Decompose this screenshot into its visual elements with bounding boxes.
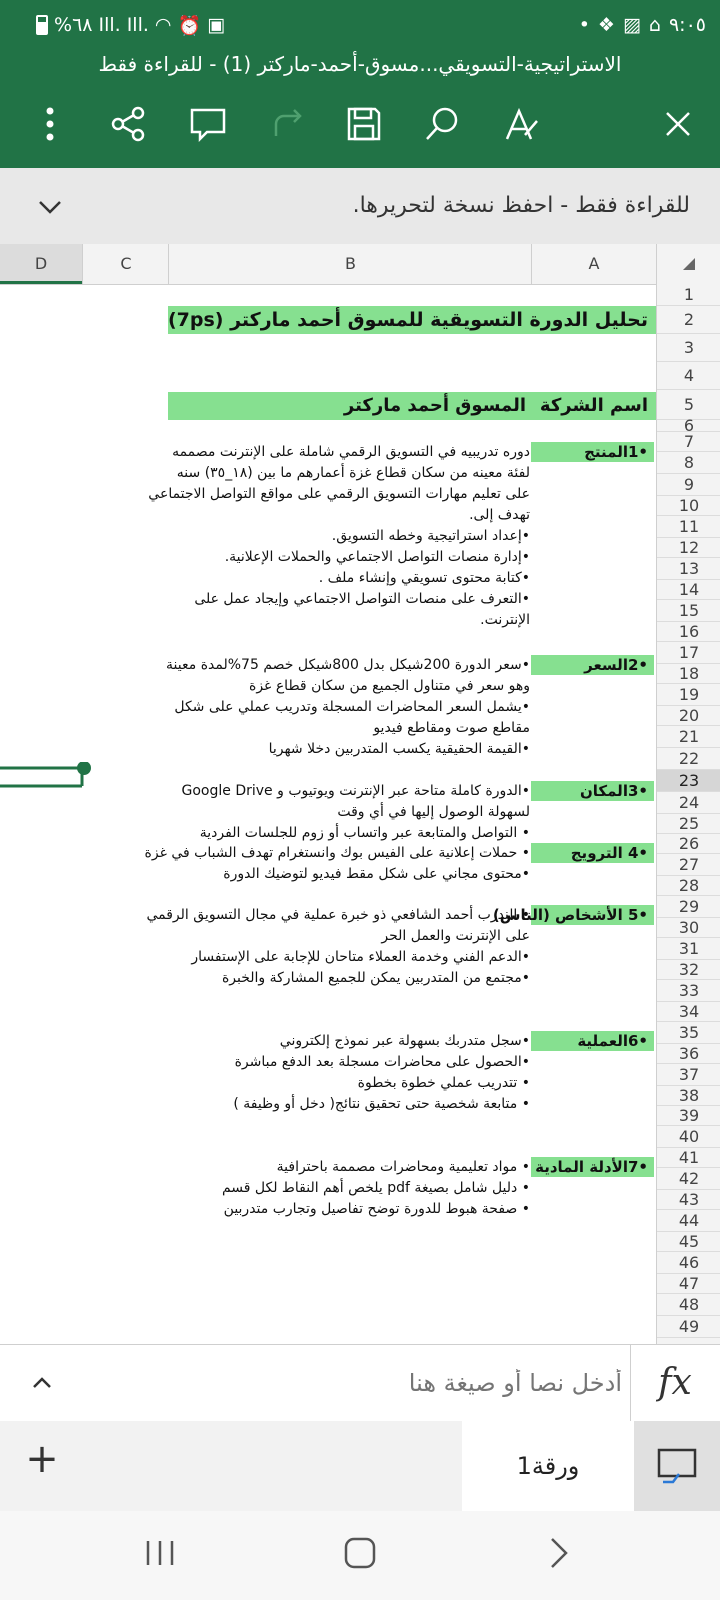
formula-bar	[0, 1344, 720, 1422]
row-number[interactable]: 4	[657, 362, 720, 390]
description-line: وهو سعر في متناول الجميع من سكان قطاع غزة	[249, 678, 530, 694]
row-number[interactable]: 16	[657, 622, 720, 642]
row-number[interactable]: 28	[657, 876, 720, 896]
system-nav-bar	[0, 1511, 720, 1600]
row-number[interactable]: 49	[657, 1316, 720, 1338]
description-line: • التواصل والمتابعة عبر واتساب أو زوم للجلسات الفردية	[199, 825, 530, 841]
sheet-grid[interactable]	[0, 284, 656, 1344]
column-header-a[interactable]: A	[531, 244, 656, 284]
read-only-banner	[0, 168, 720, 245]
row-number[interactable]: 18	[657, 664, 720, 684]
row-number[interactable]: 8	[657, 452, 720, 474]
description-line: تهدف إلى.	[469, 507, 530, 523]
status-bar-left	[36, 10, 225, 40]
gallery-icon: ▨	[622, 14, 641, 36]
row-number[interactable]: 13	[657, 558, 720, 580]
fx-button[interactable]: fx	[658, 1362, 692, 1403]
price-label: •2السعر	[584, 656, 648, 674]
description-line: على الإنترنت والعمل الحر	[381, 928, 530, 944]
row-number[interactable]: 14	[657, 580, 720, 600]
row-number[interactable]: 31	[657, 938, 720, 960]
description-line: •سعر الدورة 200شيكل بدل 800شيكل خصم 75%لمدة معينة	[166, 657, 530, 673]
people-label: •5 الأشخاص (الناس)	[492, 906, 648, 924]
column-header	[0, 244, 720, 285]
add-sheet-button[interactable]: +	[25, 1436, 59, 1482]
process-label: •6العملية	[577, 1032, 648, 1050]
description-line: •الحصول على محاضرات مسجلة بعد الدفع مباشرة	[234, 1054, 530, 1070]
row-number[interactable]: 33	[657, 980, 720, 1002]
row-number[interactable]: 7	[657, 432, 720, 452]
save-icon[interactable]	[340, 100, 388, 148]
row-number[interactable]: 29	[657, 896, 720, 918]
signal-icon: Ill.	[98, 14, 121, 36]
wifi-icon: ◠	[154, 14, 172, 36]
row-number[interactable]: 38	[657, 1086, 720, 1106]
column-header-d[interactable]: D	[0, 244, 82, 284]
promo-label: •4 الترويج	[570, 844, 648, 862]
document-title: الاستراتيجية-التسويقي...مسوق-أحمد-ماركتر (1) - للقراءة فقط	[98, 52, 622, 76]
redo-icon[interactable]	[264, 100, 312, 148]
row-number[interactable]: 39	[657, 1106, 720, 1126]
column-header-c[interactable]: C	[82, 244, 169, 284]
description-line: • متابعة شخصية حتى تحقيق نتائج( دخل أو وظيفة )	[233, 1096, 530, 1112]
row-number[interactable]: 5	[657, 390, 720, 420]
row-number[interactable]: 26	[657, 834, 720, 854]
description-line: • صفحة هبوط للدورة توضح تفاصيل وتجارب متدربين	[223, 1201, 530, 1217]
battery-percent: %٦٨	[54, 14, 93, 36]
row-number[interactable]: 43	[657, 1190, 720, 1210]
row-number[interactable]: 32	[657, 960, 720, 980]
product-label: •1المنتج	[584, 443, 648, 461]
row-number[interactable]: 46	[657, 1252, 720, 1274]
row-header	[656, 284, 720, 1344]
row-number[interactable]: 34	[657, 1002, 720, 1022]
sheet-title: تحليل الدورة التسويقية للمسوق أحمد ماركتر (7ps)	[167, 309, 648, 331]
description-line: الإنترنت.	[480, 612, 530, 628]
read-only-message: للقراءة فقط - احفظ نسخة لتحريرها.	[352, 193, 690, 218]
company-value: المسوق أحمد ماركتر	[343, 395, 526, 416]
description-line: •الدورة كاملة متاحة عبر الإنترنت ويوتيوب و Google Drive	[181, 783, 530, 799]
row-number[interactable]: 19	[657, 684, 720, 706]
row-number[interactable]: 41	[657, 1148, 720, 1168]
description-line: •التعرف على منصات التواصل الاجتماعي وإيجاد عمل على	[194, 591, 530, 607]
row-number[interactable]: 42	[657, 1168, 720, 1190]
row-number[interactable]: 47	[657, 1274, 720, 1294]
row-number[interactable]: 30	[657, 918, 720, 938]
row-number[interactable]: 25	[657, 814, 720, 834]
description-line: •إدارة منصات التواصل الاجتماعي والحملات الإعلانية.	[224, 549, 530, 565]
more-icon[interactable]	[26, 100, 74, 148]
select-all-corner[interactable]	[656, 244, 720, 284]
company-label: اسم الشركة	[539, 395, 648, 416]
row-number[interactable]: 20	[657, 706, 720, 726]
comment-icon[interactable]	[184, 100, 232, 148]
dot-icon: •	[578, 14, 590, 36]
search-icon[interactable]	[418, 100, 466, 148]
description-line: دوره تدريبيه في التسويق الرقمي شاملة على الإنترنت مصممه	[172, 444, 530, 460]
place-label: •3المكان	[579, 782, 648, 800]
description-line: • حملات إعلانية على الفيس بوك وانستغرام تهدف الشباب في غزة	[144, 845, 530, 861]
selection-handle[interactable]	[0, 762, 96, 792]
sheets-icon	[655, 1448, 699, 1484]
description-line: •إعداد استراتيجية وخطه التسويق.	[331, 528, 530, 544]
description-line: على تعليم مهارات التسويق الرقمي على مواقع التواصل الاجتماعي	[148, 486, 530, 502]
title-bar	[0, 0, 720, 168]
row-number[interactable]: 45	[657, 1232, 720, 1252]
battery-saver-icon: ▣	[207, 14, 226, 36]
row-number[interactable]: 11	[657, 516, 720, 538]
share-icon[interactable]	[104, 100, 152, 148]
row-number[interactable]: 1	[657, 284, 720, 306]
row-number[interactable]: 35	[657, 1022, 720, 1044]
row-number[interactable]: 48	[657, 1294, 720, 1316]
row-number[interactable]: 2	[657, 306, 720, 334]
draw-icon[interactable]	[498, 100, 546, 148]
recents-icon[interactable]	[140, 1533, 180, 1573]
description-line: لسهولة الوصول إليها في أي وقت	[337, 804, 530, 820]
description-line: •القيمة الحقيقية يكسب المتدربين دخلا شهريا	[268, 741, 530, 757]
alarm-icon: ⏰	[177, 14, 202, 37]
chevron-down-icon[interactable]	[30, 186, 70, 226]
sheet-tab-bar	[0, 1421, 720, 1511]
row-number[interactable]: 6	[657, 420, 720, 432]
row-number[interactable]: 44	[657, 1210, 720, 1232]
row-number[interactable]: 10	[657, 496, 720, 516]
back-icon[interactable]	[540, 1533, 580, 1573]
row-number[interactable]: 37	[657, 1064, 720, 1086]
description-line: •سجل متدربك بسهولة عبر نموذج إلكتروني	[279, 1033, 530, 1049]
clock: ٩:٠٥	[668, 14, 706, 36]
row-number[interactable]: 27	[657, 854, 720, 876]
notification-icon: ⌂	[648, 14, 661, 36]
description-line: • تتدريب عملي خطوة بخطوة	[357, 1075, 530, 1091]
close-icon[interactable]	[654, 100, 702, 148]
row-number[interactable]: 23	[657, 770, 720, 792]
signal2-icon: Ill.	[126, 14, 149, 36]
formula-input[interactable]	[90, 1353, 624, 1413]
formula-divider	[630, 1345, 631, 1421]
description-line: مقاطع صوت ومقاطع فيديو	[373, 720, 530, 736]
home-icon[interactable]	[338, 1531, 382, 1575]
description-line: لفئة معينه من سكان قطاع غزة أعمارهم ما بين (١٨_٣٥) سنه	[176, 465, 530, 481]
chevron-up-icon[interactable]	[22, 1363, 62, 1403]
description-line: • دليل شامل بصيغة pdf يلخص أهم النقاط لكل قسم	[221, 1180, 530, 1196]
column-header-b[interactable]: B	[168, 244, 532, 284]
apps-icon: ❖	[597, 14, 615, 36]
row-number[interactable]: 22	[657, 748, 720, 770]
description-line: •يشمل السعر المحاضرات المسجلة وتدريب عملي على شكل	[174, 699, 530, 715]
row-number[interactable]: 21	[657, 726, 720, 748]
row-number[interactable]: 17	[657, 642, 720, 664]
description-line: •محتوى مجاني على شكل مقط فيديو لتوضيك الدورة	[223, 866, 530, 882]
row-number[interactable]: 15	[657, 600, 720, 622]
description-line: • الندرب أحمد الشافعي ذو خبرة عملية في مجال التسويق الرقمي	[146, 907, 530, 923]
status-bar-right	[579, 10, 706, 40]
evidence-label: •7الأدلة المادية	[535, 1158, 648, 1176]
description-line: •كتابة محتوى تسويقي وإنشاء ملف .	[318, 570, 530, 586]
row-number[interactable]: 3	[657, 334, 720, 362]
description-line: •مجتمع من المتدربين يمكن للجميع المشاركة والخبرة	[221, 970, 530, 986]
sheet-tab-active[interactable]: ورقة1	[462, 1421, 634, 1511]
row-number[interactable]: 40	[657, 1126, 720, 1148]
description-line: • مواد تعليمية ومحاضرات مصممة باحترافية	[276, 1159, 530, 1175]
row-number[interactable]: 12	[657, 538, 720, 558]
row-number[interactable]: 9	[657, 474, 720, 496]
battery-icon	[36, 15, 48, 35]
row-number[interactable]: 36	[657, 1044, 720, 1064]
description-line: •الدعم الفني وخدمة العملاء متاحان للإجابة على الإستفسار	[191, 949, 530, 965]
row-number[interactable]: 24	[657, 792, 720, 814]
sheet-switcher-button[interactable]	[634, 1421, 720, 1511]
